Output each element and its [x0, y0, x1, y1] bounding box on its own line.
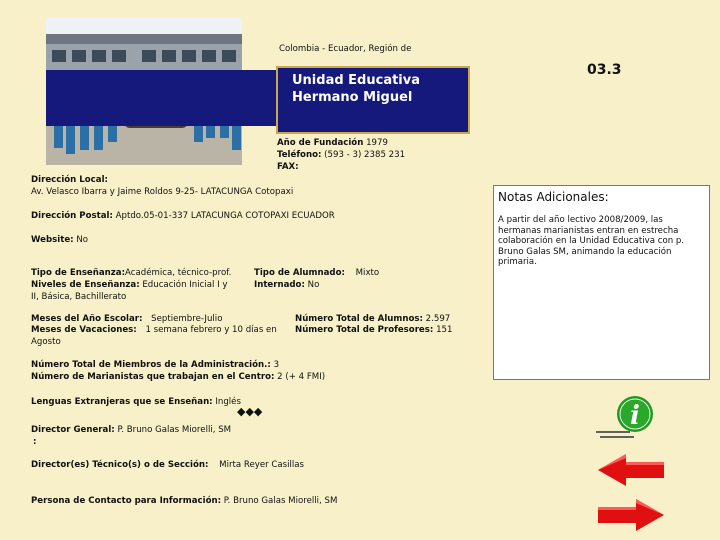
notes-body: A partir del año lectivo 2008/2009, las hermanas marianistas entran en estrecha colaboración en la Unidad Educativa con p. Bruno Galas SM, animando la educación primaria. [498, 215, 685, 267]
school-months-label: Meses del Año Escolar: [31, 314, 143, 324]
region-text: Colombia - Ecuador, Región de [279, 44, 412, 54]
levels-value: Educación Inicial I y [142, 280, 228, 290]
levels-label: Niveles de Enseñanza: [31, 280, 140, 290]
levels-row [31, 279, 227, 291]
title-band [46, 70, 276, 126]
teachers-row [295, 324, 452, 336]
website-label: Website: [31, 235, 74, 245]
tech-director-label: Director(es) Técnico(s) o de Sección: [31, 460, 209, 470]
student-type-label: Tipo de Alumnado: [254, 268, 345, 278]
fax-label: FAX: [277, 162, 299, 172]
tech-director-value: Mirta Reyer Casillas [219, 460, 305, 470]
arrow-right-icon[interactable] [596, 497, 666, 533]
director-label: Director General: [31, 425, 115, 435]
foundation-row [277, 137, 388, 149]
marists-value: 2 (+ 4 FMI) [277, 372, 326, 382]
boarding-value: No [307, 280, 320, 290]
levels-value-2: II, Básica, Bachillerato [31, 292, 127, 302]
foundation-value: 1979 [366, 138, 388, 148]
contact-value: P. Bruno Galas Miorelli, SM [223, 496, 338, 506]
local-address-value: Av. Velasco Ibarra y Jaime Roldos 9-25- LATACUNGA Cotopaxi [31, 187, 294, 197]
postal-label: Dirección Postal: [31, 211, 113, 221]
teachers-value: 151 [436, 325, 453, 335]
contact-label: Persona de Contacto para Información: [31, 496, 222, 506]
notes-title: Notas Adicionales: [498, 190, 609, 204]
boarding-label: Internado: [254, 280, 305, 290]
postal-row [31, 210, 335, 222]
info-icon[interactable] [594, 392, 664, 442]
vacation-value: 1 semana febrero y 10 días en [145, 325, 277, 335]
vacation-value-2: Agosto [31, 337, 61, 347]
school-months-value: Septiembre-Julio [151, 314, 223, 324]
director-colon: : [33, 437, 37, 447]
tech-director-row [31, 459, 304, 471]
director-value: P. Bruno Galas Miorelli, SM [117, 425, 232, 435]
student-type-value: Mixto [355, 268, 380, 278]
admin-label: Número Total de Miembros de la Administración.: [31, 360, 271, 370]
page-code: 03.3 [587, 62, 622, 78]
director-row [31, 424, 231, 436]
postal-value: Aptdo.05-01-337 LATACUNGA COTOPAXI ECUADOR [115, 211, 335, 221]
admin-row [31, 359, 279, 371]
teaching-type-value: Académica, técnico-prof. [125, 268, 232, 278]
svg-text:i: i [630, 401, 640, 431]
languages-row [31, 396, 241, 408]
student-type-row [254, 267, 379, 279]
vacation-row [31, 324, 277, 336]
teaching-type-label: Tipo de Enseñanza: [31, 268, 126, 278]
teachers-label: Número Total de Profesores: [295, 325, 434, 335]
marists-row [31, 371, 325, 383]
phone-value: (593 - 3) 2385 231 [324, 150, 406, 160]
languages-value: Inglés [215, 397, 241, 407]
marists-label: Número de Marianistas que trabajan en el Centro: [31, 372, 275, 382]
local-address-label: Dirección Local: [31, 175, 108, 185]
teaching-type-row [31, 267, 231, 279]
admin-value: 3 [273, 360, 280, 370]
contact-row [31, 495, 337, 507]
foundation-label: Año de Fundación [277, 138, 364, 148]
school-name [292, 72, 420, 106]
boarding-row [254, 279, 319, 291]
phone-label: Teléfono: [277, 150, 322, 160]
school-name-line1: Unidad Educativa [292, 73, 421, 88]
languages-label: Lenguas Extranjeras que se Enseñan: [31, 397, 213, 407]
website-value: No [76, 235, 89, 245]
website-row [31, 234, 88, 246]
arrow-left-icon[interactable] [596, 452, 666, 488]
school-name-line2: Hermano Miguel [292, 90, 413, 105]
students-label: Número Total de Alumnos: [295, 314, 423, 324]
diamond-separator: ◆◆◆ [237, 405, 263, 418]
vacation-label: Meses de Vacaciones: [31, 325, 137, 335]
students-value: 2.597 [425, 314, 451, 324]
phone-row [277, 149, 405, 161]
